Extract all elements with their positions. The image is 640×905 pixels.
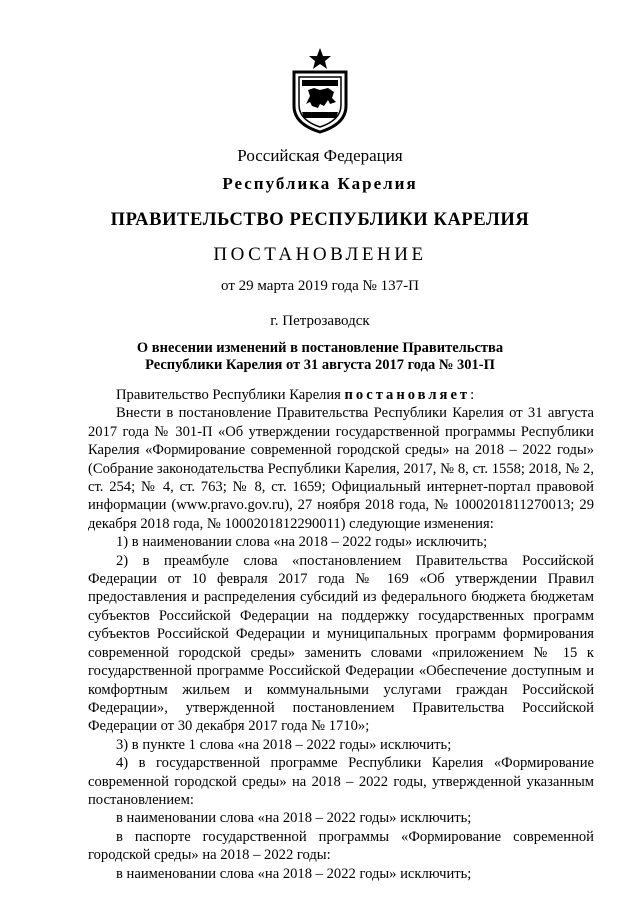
- subject-line-1: О внесении изменений в постановление Правительства: [136, 340, 504, 356]
- document-city: г. Петрозаводск: [270, 313, 370, 329]
- subject-line-2: Республики Карелия от 31 августа 2017 года № 301-П: [145, 357, 495, 373]
- list-item-1: 1) в наименовании слова «на 2018 – 2022 годы» исключить;: [116, 534, 488, 551]
- intro-paragraph: Правительство Республики Карелия постановляет:: [116, 387, 475, 403]
- document-type: ПОСТАНОВЛЕНИЕ: [213, 244, 427, 265]
- karelia-coat-of-arms-icon: [290, 46, 350, 134]
- list-item-4: 4) в государственной программе Республики Карелия «Формирование современной городской среды» на 2018 – 2022 годы, утвержденной указанным постановлением:: [88, 755, 594, 808]
- list-item-4a: в наименовании слова «на 2018 – 2022 годы» исключить;: [116, 810, 472, 827]
- document-body: [88, 386, 594, 883]
- government-title: ПРАВИТЕЛЬСТВО РЕСПУБЛИКИ КАРЕЛИЯ: [110, 210, 530, 230]
- list-item-4c: в наименовании слова «на 2018 – 2022 годы» исключить;: [116, 865, 472, 882]
- resolves-word: постановляет: [344, 387, 471, 403]
- list-item-3: 3) в пункте 1 слова «на 2018 – 2022 годы» исключить;: [116, 736, 452, 753]
- list-item-2: 2) в преамбуле слова «постановлением Правительства Российской Федерации от 10 февраля 2017 года № 169 «Об утверждении Правил предоставления и распределения субсидий из федерального бюджета бюджетам субъектов Российской Федерации на поддержку государственных программ субъектов Российской Федерации и муниципальных программ формирования современной городской среды» заменить словами «приложением № 15 к государственной программе Российской Федерации «Обеспечение доступным и комфортным жильем и коммунальными услугами граждан Российской Федерации», утвержденной постановлением Правительства Российской Федерации от 30 декабря 2017 года № 1710»;: [88, 552, 594, 735]
- paragraph-main: Внести в постановление Правительства Республики Карелия от 31 августа 2017 года № 301-П «Об утверждении государственной программы Республики Карелия «Формирование современной городской среды» на 2018 – 2022 годы» (Собрание законодательства Республики Карелия, 2017, № 8, ст. 1558; 2018, № 2, ст. 254; № 4, ст. 763; № 8, ст. 1659; Официальный интернет-портал правовой информации (www.pravo.gov.ru), 27 ноября 2018 года, № 1000201811270013; 29 декабря 2018 года, № 1000201812290011) следующие изменения:: [88, 405, 594, 532]
- list-item-4b: в паспорте государственной программы «Формирование современной городской среды» на 2018 – 2022 годы:: [88, 828, 594, 864]
- document-date: от 29 марта 2019 года № 137-П: [221, 278, 419, 294]
- country-name: Российская Федерация: [237, 146, 403, 165]
- document-subject: [0, 340, 640, 374]
- republic-name: Республика Карелия: [222, 174, 418, 193]
